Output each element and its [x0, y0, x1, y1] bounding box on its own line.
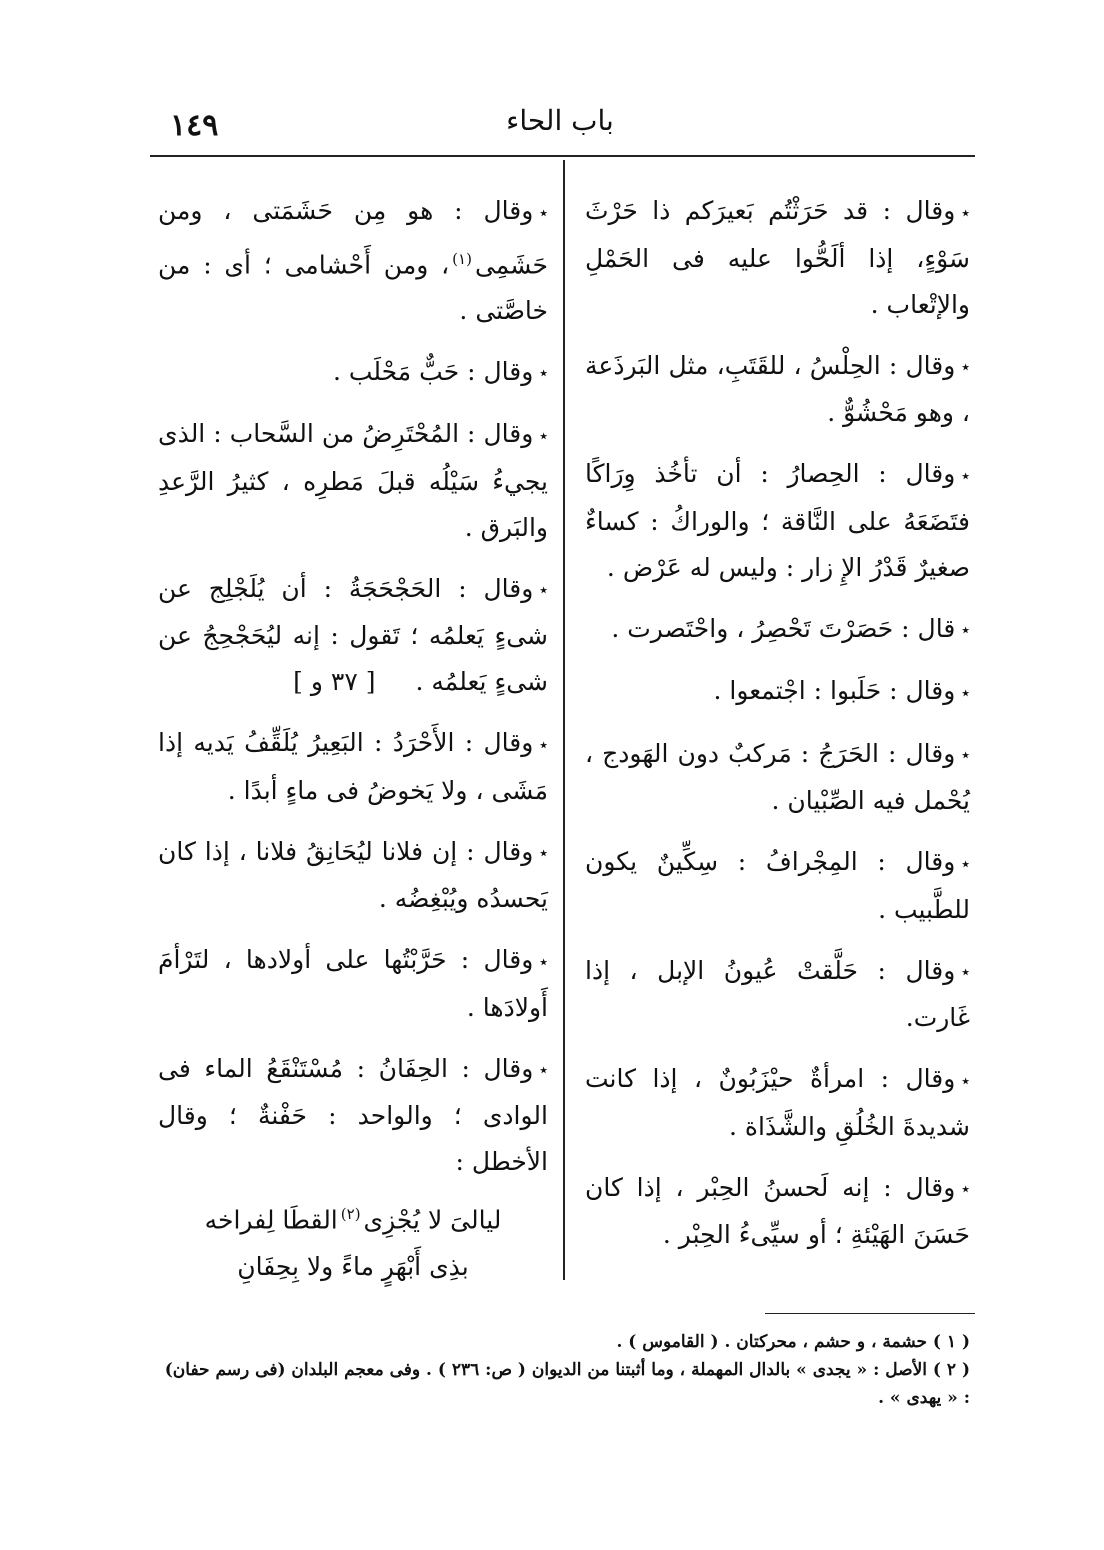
entry-text: وقال : الأَحْرَدُ : البَعِيرُ يُلَقِّفُ يَديه إذا مَشَى ، ولا يَخوضُ فى ماءٍ أبدًا . — [158, 728, 548, 805]
entry-text: وقال : حَرَّبْتُها على أولادها ، لتَرْأمَ أَولادَها . — [158, 945, 548, 1022]
entry: ٭وقال : المِجْرافُ : سِكِّينٌ يكون للطَّبيب . — [585, 847, 970, 924]
entry: ٭وقال : الحِفَانُ : مُسْتَنْقَعُ الماء فى الوادى ؛ والواحد : حَفْنةٌ ؛ وقال الأخطل : — [158, 1053, 548, 1177]
entry: ٭وقال : إنه لَحسنُ الحِبْر ، إذا كان حَسَنَ الهَيْئةِ ؛ أو سيِّىءُ الحِبْر . — [585, 1172, 970, 1249]
footnote: ( ١ ) حشمة ، و حشم ، محركتان . ( القاموس ) . — [616, 1332, 970, 1352]
entry: ٭وقال : الحَجْحَجَةُ : أن يُلَجْلِج عن شىءٍ يَعلمُه ؛ تَقول : إنه ليُحَجْحِجُ عن شىءٍ يَعلمُه .[ ٣٧ و ] — [158, 573, 548, 697]
entry-text: ، ومن أَحْشامى ؛ أى : من خاصَّتى . — [158, 249, 548, 325]
header-rule — [150, 155, 975, 157]
footnote-rule — [765, 1313, 975, 1314]
entry: ٭وقال : المُحْتَرِضُ من السَّحاب : الذى يجيءُ سَيْلُه قبلَ مَطرِه ، كثيرُ الرَّعدِ والبَرق . — [158, 419, 548, 542]
entry: ٭وقال : حَلَّقتْ عُيونُ الإبل ، إذا غَارت. — [585, 955, 970, 1032]
entry-text: وقال : حَلَّقتْ عُيونُ الإبل ، إذا غَارت. — [585, 955, 970, 1032]
footnote-ref: (١) — [452, 249, 472, 268]
entry-text: قال : حَصَرْتَ تَحْصِرُ ، واحْتَصرت . — [611, 613, 956, 643]
footnotes — [160, 1328, 970, 1412]
right-column — [585, 188, 970, 1273]
running-head: باب الحاء — [506, 104, 614, 137]
entry: ٭وقال : الأَحْرَدُ : البَعِيرُ يُلَقِّفُ يَديه إذا مَشَى ، ولا يَخوضُ فى ماءٍ أبدًا . — [158, 728, 548, 805]
verse-line — [158, 1191, 548, 1243]
entry: ٭وقال : هو مِن حَشَمَتى ، ومن حَشَمِى$^{(١)}$، ومن أَحْشامى ؛ أى : من خاصَّتى . — [158, 196, 548, 325]
column-divider — [563, 160, 565, 1280]
entry: ٭وقال : امرأةٌ حيْزَبُونٌ ، إذا كانت شديدةَ الخُلُقِ والشَّذَاة . — [585, 1064, 970, 1141]
footnote-ref: (٢) — [340, 1205, 361, 1224]
entry-text: وقال : الحِصارُ : أن تأخُذ وِرَاكًا فتَضَعَهُ على النَّاقة ؛ والوراكُ : كساءٌ صغيرٌ قَدْرُ الإِ زار : وليس له عَرْض . — [585, 459, 970, 582]
left-column — [158, 188, 548, 1290]
verse-text: ليالىَ لا يُجْزِى — [363, 1205, 502, 1235]
entry: ٭قال : حَصَرْتَ تَحْصِرُ ، واحْتَصرت . — [611, 613, 970, 643]
entry: ٭وقال : حَلَبوا : اجْتمعوا . — [713, 676, 970, 705]
entry-text: وقال : الحِلْسُ ، للقَتَبِ، مثل البَرذَعة ، وهو مَحْشُوٌّ . — [585, 350, 970, 427]
entry: ٭وقال : حَبٌّ مَحْلَب . — [332, 356, 548, 386]
entry: ٭وقال : الحِصارُ : أن تأخُذ وِرَاكًا فتَضَعَهُ على النَّاقة ؛ والوراكُ : كساءٌ صغيرٌ قَدْرُ الإِ زار : وليس له عَرْض . — [585, 459, 970, 582]
entry-text: وقال : هو مِن حَشَمَتى ، ومن حَشَمِى — [158, 196, 548, 279]
entry-text: وقال : الحَرَجُ : مَركبٌ دون الهَودج ، يُحْمل فيه الصِّبْيان . — [585, 738, 970, 815]
entry-text: وقال : حَبٌّ مَحْلَب . — [332, 356, 534, 386]
page-number: ١٤٩ — [170, 108, 219, 143]
entry: ٭وقال : قد حَرَثْتُم بَعيرَكم ذا حَرْثَ سَوْءٍ، إذا ألَحُّوا عليه فى الحَمْلِ والإتْعاب . — [585, 196, 970, 319]
entry: ٭وقال : إن فلانا ليُحَانِقُ فلانا ، إذا كان يَحسدُه ويُبْغِضُه . — [158, 836, 548, 914]
entry-text: وقال : إن فلانا ليُحَانِقُ فلانا ، إذا كان يَحسدُه ويُبْغِضُه . — [158, 836, 548, 914]
entry-text: وقال : المُحْتَرِضُ من السَّحاب : الذى يجيءُ سَيْلُه قبلَ مَطرِه ، كثيرُ الرَّعدِ والبَرق . — [158, 419, 548, 542]
entry-text: وقال : الحِفَانُ : مُسْتَنْقَعُ الماء فى الوادى ؛ والواحد : حَفْنةٌ ؛ وقال الأخطل : — [158, 1053, 548, 1177]
entry: ٭وقال : الحَرَجُ : مَركبٌ دون الهَودج ، يُحْمل فيه الصِّبْيان . — [585, 738, 970, 815]
entry-text: وقال : قد حَرَثْتُم بَعيرَكم ذا حَرْثَ سَوْءٍ، إذا ألَحُّوا عليه فى الحَمْلِ والإتْعاب . — [585, 196, 970, 319]
entry-text: وقال : امرأةٌ حيْزَبُونٌ ، إذا كانت شديدةَ الخُلُقِ والشَّذَاة . — [585, 1064, 970, 1141]
verse-text: القطَا لِفراخه — [204, 1205, 338, 1235]
entry-text: وقال : حَلَبوا : اجْتمعوا . — [713, 676, 956, 705]
footnote: ( ٢ ) الأصل : « يجدى » بالدال المهملة ، وما أثبتنا من الديوان ( ص: ٢٣٦ ) . وفى معجم البلدان (فى رسم حفان) : « يهدى » . — [164, 1360, 970, 1408]
manuscript-folio-ref: [ ٣٧ و ] — [293, 667, 376, 697]
entry: ٭وقال : الحِلْسُ ، للقَتَبِ، مثل البَرذَعة ، وهو مَحْشُوٌّ . — [585, 350, 970, 427]
entry-text: وقال : إنه لَحسنُ الحِبْر ، إذا كان حَسَنَ الهَيْئةِ ؛ أو سيِّىءُ الحِبْر . — [585, 1172, 970, 1249]
entry-text: وقال : الحَجْحَجَةُ : أن يُلَجْلِج عن شىءٍ يَعلمُه ؛ تَقول : إنه ليُحَجْحِجُ عن شىءٍ يَعلمُه . — [158, 573, 548, 697]
entry-text: وقال : المِجْرافُ : سِكِّينٌ يكون للطَّبيب . — [585, 847, 970, 924]
entry: ٭وقال : حَرَّبْتُها على أولادها ، لتَرْأمَ أَولادَها . — [158, 945, 548, 1022]
verse-line: بذِى أَبْهَرٍ ماءً ولا بِحِفَانِ — [237, 1251, 469, 1281]
